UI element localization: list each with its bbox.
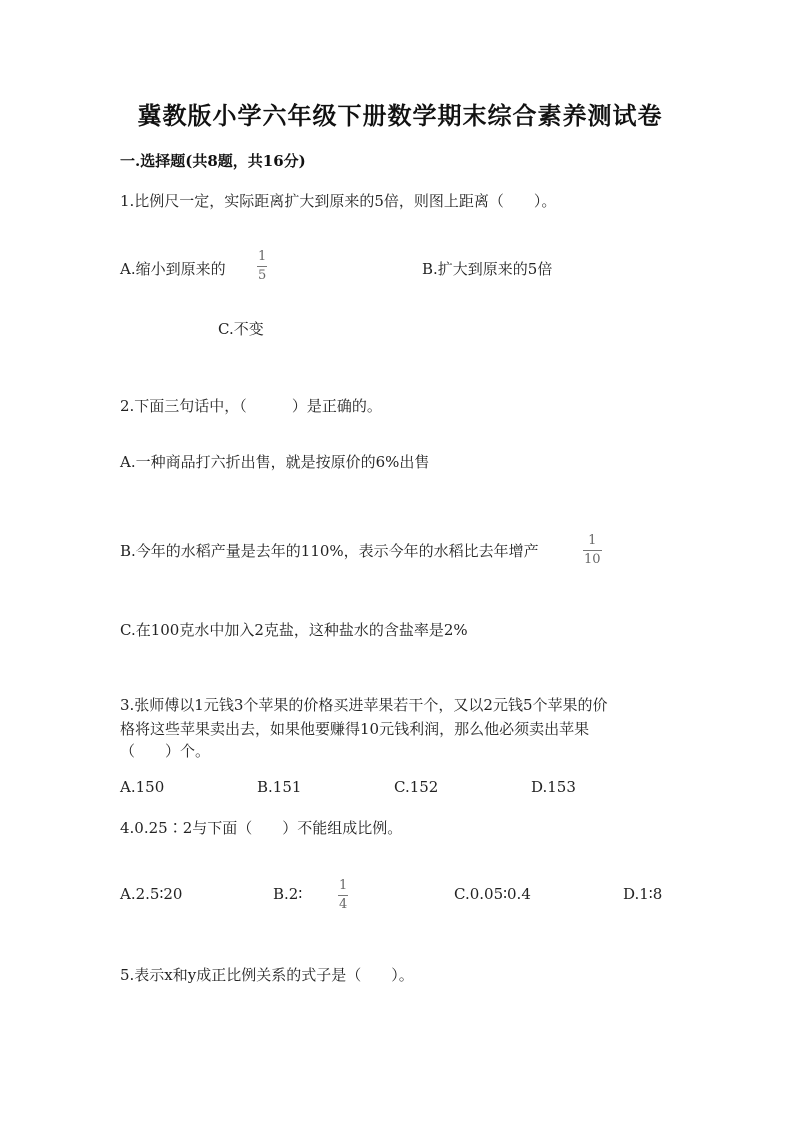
fraction-denominator: 5 — [258, 268, 267, 283]
question-1-option-a-fraction — [257, 250, 267, 283]
question-4-option-a: A.2.5∶20 — [120, 885, 183, 903]
question-2-option-a: A.一种商品打六折出售，就是按原价的6%出售 — [120, 453, 430, 471]
question-3-stem-line-2: 格将这些苹果卖出去，如果他要赚得10元钱利润，那么他必须卖出苹果 — [120, 720, 590, 738]
question-5-stem: 5.表示x和y成正比例关系的式子是（ ）。 — [120, 966, 414, 984]
question-2-option-b: B.今年的水稻产量是去年的110%，表示今年的水稻比去年增产 — [120, 542, 539, 560]
fraction-numerator: 1 — [588, 533, 597, 548]
question-1-stem: 1.比例尺一定，实际距离扩大到原来的5倍，则图上距离（ ）。 — [120, 192, 557, 210]
fraction-bar — [338, 895, 348, 896]
question-3-option-b: B.151 — [257, 778, 302, 796]
question-1-option-a: A.缩小到原来的 — [120, 260, 226, 278]
question-3-option-a: A.150 — [120, 778, 165, 796]
fraction-denominator: 4 — [339, 897, 348, 912]
question-1-option-c: C.不变 — [218, 320, 264, 338]
question-4-option-b: B.2∶ — [273, 885, 303, 903]
question-3-stem-line-3: （ ）个。 — [120, 742, 211, 760]
section-heading: 一.选择题(共8题，共16分) — [120, 152, 306, 170]
page-title: 冀教版小学六年级下册数学期末综合素养测试卷 — [137, 101, 663, 130]
question-4-option-b-fraction — [338, 879, 348, 912]
fraction-numerator: 1 — [258, 249, 267, 264]
fraction-bar — [583, 550, 602, 551]
fraction-denominator: 10 — [584, 552, 601, 567]
question-3-option-d: D.153 — [531, 778, 576, 796]
fraction-bar — [257, 266, 267, 267]
question-3-option-c: C.152 — [394, 778, 439, 796]
question-2-stem: 2.下面三句话中，（ ）是正确的。 — [120, 397, 382, 415]
question-2-option-c: C.在100克水中加入2克盐，这种盐水的含盐率是2% — [120, 621, 468, 639]
question-1-option-b: B.扩大到原来的5倍 — [422, 260, 553, 278]
question-3-stem-line-1: 3.张师傅以1元钱3个苹果的价格买进苹果若干个，又以2元钱5个苹果的价 — [120, 696, 608, 714]
fraction-numerator: 1 — [339, 878, 348, 893]
question-2-option-b-fraction — [583, 534, 602, 567]
question-4-option-c: C.0.05∶0.4 — [454, 885, 531, 903]
question-4-option-d: D.1∶8 — [623, 885, 663, 903]
question-4-stem: 4.0.25∶2与下面（ ）不能组成比例。 — [120, 819, 403, 837]
